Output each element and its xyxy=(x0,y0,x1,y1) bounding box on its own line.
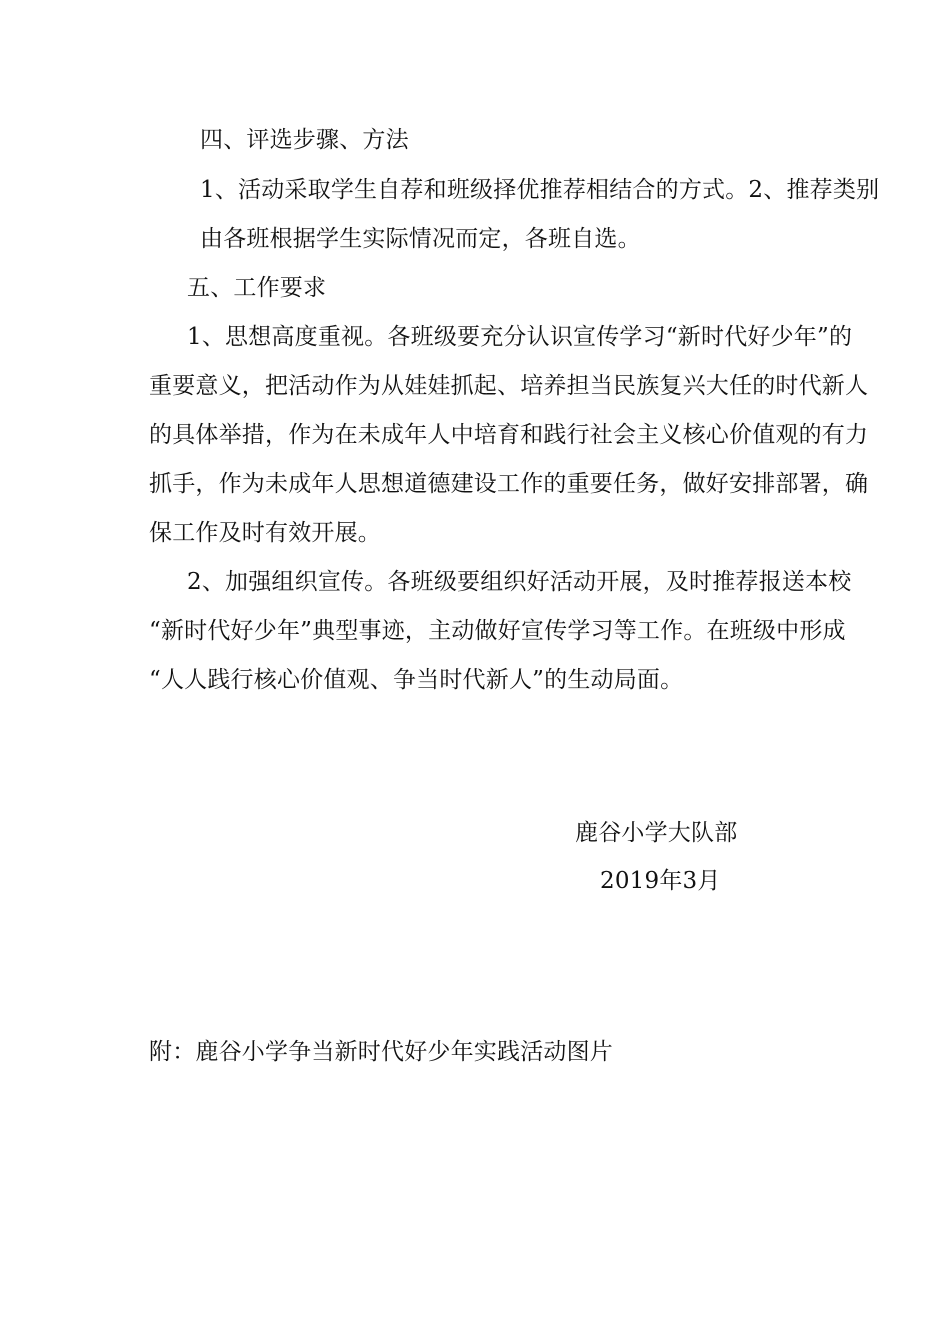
section-5-item-2-line-1: 2、加强组织宣传。各班级要组织好活动开展，及时推荐报送本校 xyxy=(187,569,852,595)
section-5-item-1-line-4: 抓手，作为未成年人思想道德建设工作的重要任务，做好安排部署，确 xyxy=(149,471,869,497)
section-5-heading: 五、工作要求 xyxy=(187,275,327,301)
section-4-item-1-line-1: 1、活动采取学生自荐和班级择优推荐相结合的方式。2、推荐类别 xyxy=(200,177,880,203)
section-5-item-1-line-1: 1、思想高度重视。各班级要充分认识宣传学习“新时代好少年”的 xyxy=(187,324,853,350)
signature-date: 2019年3月 xyxy=(600,868,721,894)
signature-organization: 鹿谷小学大队部 xyxy=(575,820,738,846)
section-4-heading: 四、评选步骤、方法 xyxy=(200,127,409,153)
attachment-note: 附：鹿谷小学争当新时代好少年实践活动图片 xyxy=(149,1039,613,1065)
section-4-item-1-line-2: 由各班根据学生实际情况而定，各班自选。 xyxy=(200,226,641,252)
section-5-item-2-line-3: “人人践行核心价值观、争当时代新人”的生动局面。 xyxy=(149,667,684,693)
section-5-item-1-line-3: 的具体举措，作为在未成年人中培育和践行社会主义核心价值观的有力 xyxy=(149,422,869,448)
section-5-item-1-line-5: 保工作及时有效开展。 xyxy=(149,520,381,546)
section-5-item-1-line-2: 重要意义，把活动作为从娃娃抓起、培养担当民族复兴大任的时代新人 xyxy=(149,373,869,399)
section-5-item-2-line-2: “新时代好少年”典型事迹，主动做好宣传学习等工作。在班级中形成 xyxy=(149,618,846,644)
